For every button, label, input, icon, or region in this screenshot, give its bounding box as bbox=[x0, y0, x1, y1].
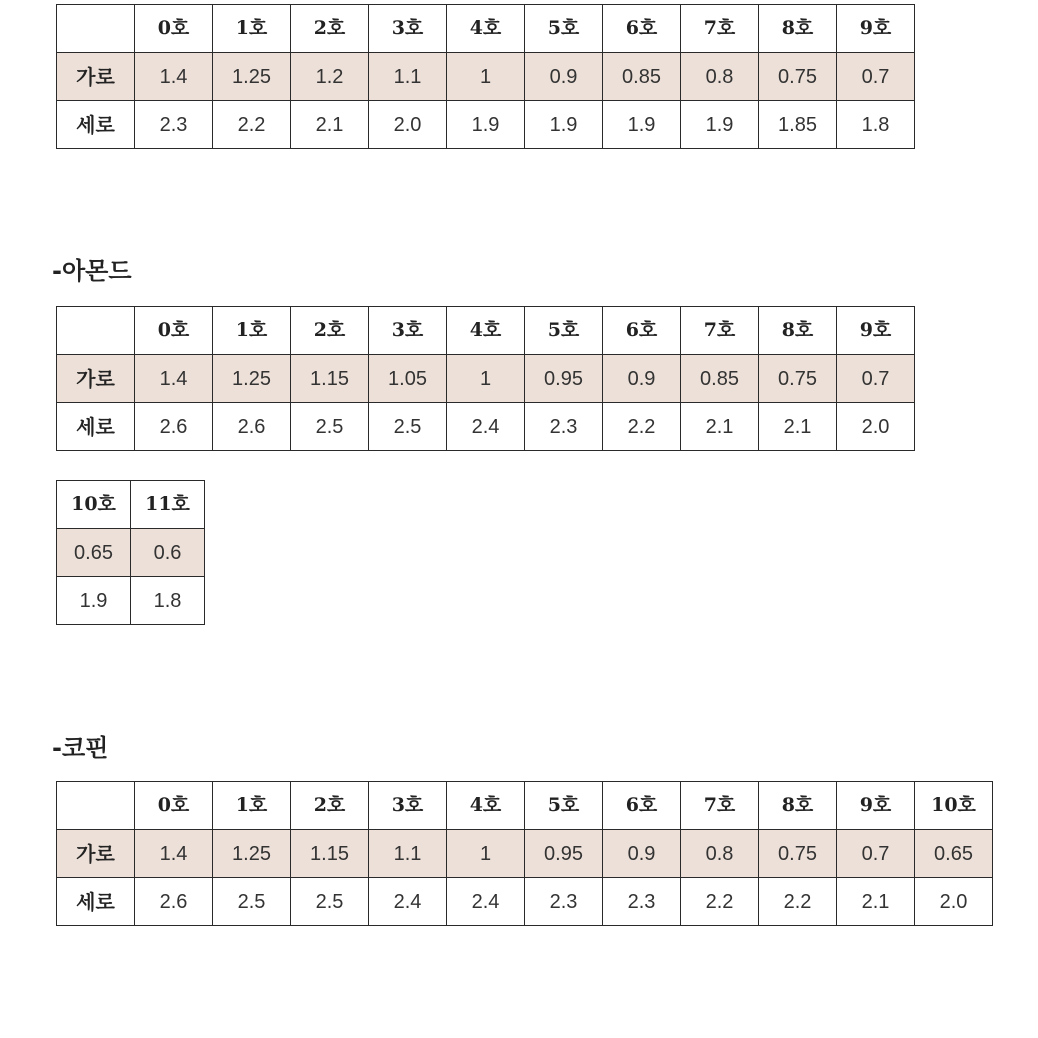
header-cell: 7호 bbox=[681, 307, 759, 355]
height-value: 1.85 bbox=[759, 101, 837, 149]
width-value: 1.1 bbox=[369, 53, 447, 101]
header-row bbox=[57, 481, 205, 529]
header-cell: 5호 bbox=[525, 5, 603, 53]
width-value: 0.7 bbox=[837, 830, 915, 878]
height-value: 1.9 bbox=[57, 577, 131, 625]
section-title-almond: -아몬드 bbox=[52, 257, 132, 285]
width-row bbox=[57, 53, 915, 101]
width-value: 0.65 bbox=[915, 830, 993, 878]
height-row bbox=[57, 101, 915, 149]
width-value: 1.25 bbox=[213, 830, 291, 878]
width-value: 0.65 bbox=[57, 529, 131, 577]
width-value: 0.75 bbox=[759, 355, 837, 403]
height-row bbox=[57, 403, 915, 451]
header-cell: 5호 bbox=[525, 307, 603, 355]
width-label: 가로 bbox=[57, 355, 135, 403]
width-value: 1.1 bbox=[369, 830, 447, 878]
height-value: 2.1 bbox=[759, 403, 837, 451]
header-cell: 0호 bbox=[135, 5, 213, 53]
width-value: 0.9 bbox=[525, 53, 603, 101]
height-value: 2.2 bbox=[759, 878, 837, 926]
width-value: 1.15 bbox=[291, 355, 369, 403]
height-value: 2.3 bbox=[525, 403, 603, 451]
header-cell: 9호 bbox=[837, 5, 915, 53]
header-cell: 6호 bbox=[603, 782, 681, 830]
width-value: 1.25 bbox=[213, 355, 291, 403]
width-value: 0.75 bbox=[759, 830, 837, 878]
header-cell: 6호 bbox=[603, 5, 681, 53]
width-value: 1.05 bbox=[369, 355, 447, 403]
header-cell: 3호 bbox=[369, 5, 447, 53]
header-cell: 0호 bbox=[135, 307, 213, 355]
height-value: 2.2 bbox=[681, 878, 759, 926]
header-cell: 8호 bbox=[759, 5, 837, 53]
width-label: 가로 bbox=[57, 830, 135, 878]
height-value: 2.3 bbox=[135, 101, 213, 149]
header-cell: 7호 bbox=[681, 5, 759, 53]
width-value: 0.8 bbox=[681, 53, 759, 101]
width-value: 0.85 bbox=[603, 53, 681, 101]
header-cell: 3호 bbox=[369, 307, 447, 355]
width-row bbox=[57, 355, 915, 403]
width-value: 1 bbox=[447, 830, 525, 878]
header-cell: 10호 bbox=[57, 481, 131, 529]
width-value: 0.6 bbox=[131, 529, 205, 577]
width-value: 1.4 bbox=[135, 830, 213, 878]
header-cell-empty bbox=[57, 782, 135, 830]
header-cell: 10호 bbox=[915, 782, 993, 830]
header-cell: 9호 bbox=[837, 782, 915, 830]
width-value: 1 bbox=[447, 355, 525, 403]
width-value: 0.95 bbox=[525, 830, 603, 878]
height-value: 2.6 bbox=[213, 403, 291, 451]
height-value: 2.1 bbox=[291, 101, 369, 149]
header-cell: 4호 bbox=[447, 307, 525, 355]
height-row bbox=[57, 577, 205, 625]
width-value: 0.7 bbox=[837, 355, 915, 403]
height-value: 1.8 bbox=[131, 577, 205, 625]
header-cell-empty bbox=[57, 307, 135, 355]
size-table-coffin bbox=[56, 781, 993, 926]
header-cell: 5호 bbox=[525, 782, 603, 830]
height-label: 세로 bbox=[57, 878, 135, 926]
height-value: 2.5 bbox=[291, 403, 369, 451]
height-label: 세로 bbox=[57, 101, 135, 149]
width-value: 0.9 bbox=[603, 830, 681, 878]
width-value: 0.9 bbox=[603, 355, 681, 403]
height-value: 2.6 bbox=[135, 403, 213, 451]
width-value: 0.85 bbox=[681, 355, 759, 403]
height-row bbox=[57, 878, 993, 926]
header-cell-empty bbox=[57, 5, 135, 53]
height-value: 2.1 bbox=[681, 403, 759, 451]
header-cell: 8호 bbox=[759, 782, 837, 830]
height-value: 2.6 bbox=[135, 878, 213, 926]
height-value: 1.9 bbox=[447, 101, 525, 149]
header-row bbox=[57, 782, 993, 830]
width-label: 가로 bbox=[57, 53, 135, 101]
header-cell: 3호 bbox=[369, 782, 447, 830]
width-value: 0.75 bbox=[759, 53, 837, 101]
header-row bbox=[57, 5, 915, 53]
section-title-coffin: -코핀 bbox=[52, 734, 109, 762]
width-value: 1.4 bbox=[135, 53, 213, 101]
header-row bbox=[57, 307, 915, 355]
header-cell: 2호 bbox=[291, 5, 369, 53]
height-value: 2.1 bbox=[837, 878, 915, 926]
width-row bbox=[57, 830, 993, 878]
height-value: 2.0 bbox=[915, 878, 993, 926]
header-cell: 1호 bbox=[213, 307, 291, 355]
width-value: 1.2 bbox=[291, 53, 369, 101]
height-value: 2.3 bbox=[525, 878, 603, 926]
size-table-top bbox=[56, 4, 915, 149]
height-value: 2.3 bbox=[603, 878, 681, 926]
height-value: 2.0 bbox=[369, 101, 447, 149]
header-cell: 9호 bbox=[837, 307, 915, 355]
header-cell: 4호 bbox=[447, 5, 525, 53]
height-value: 1.9 bbox=[525, 101, 603, 149]
height-value: 2.4 bbox=[369, 878, 447, 926]
height-value: 2.5 bbox=[369, 403, 447, 451]
width-value: 1 bbox=[447, 53, 525, 101]
width-value: 1.4 bbox=[135, 355, 213, 403]
height-value: 2.4 bbox=[447, 403, 525, 451]
height-value: 1.9 bbox=[681, 101, 759, 149]
header-cell: 11호 bbox=[131, 481, 205, 529]
header-cell: 2호 bbox=[291, 307, 369, 355]
width-value: 1.25 bbox=[213, 53, 291, 101]
header-cell: 4호 bbox=[447, 782, 525, 830]
header-cell: 7호 bbox=[681, 782, 759, 830]
width-value: 0.95 bbox=[525, 355, 603, 403]
header-cell: 1호 bbox=[213, 782, 291, 830]
height-value: 2.5 bbox=[213, 878, 291, 926]
size-table-almond bbox=[56, 306, 915, 451]
header-cell: 2호 bbox=[291, 782, 369, 830]
height-value: 2.2 bbox=[603, 403, 681, 451]
height-label: 세로 bbox=[57, 403, 135, 451]
height-value: 2.4 bbox=[447, 878, 525, 926]
height-value: 1.9 bbox=[603, 101, 681, 149]
size-table-almond-extra bbox=[56, 480, 205, 625]
height-value: 2.0 bbox=[837, 403, 915, 451]
width-value: 0.8 bbox=[681, 830, 759, 878]
height-value: 1.8 bbox=[837, 101, 915, 149]
header-cell: 8호 bbox=[759, 307, 837, 355]
height-value: 2.5 bbox=[291, 878, 369, 926]
header-cell: 0호 bbox=[135, 782, 213, 830]
width-row bbox=[57, 529, 205, 577]
height-value: 2.2 bbox=[213, 101, 291, 149]
header-cell: 1호 bbox=[213, 5, 291, 53]
header-cell: 6호 bbox=[603, 307, 681, 355]
width-value: 0.7 bbox=[837, 53, 915, 101]
width-value: 1.15 bbox=[291, 830, 369, 878]
